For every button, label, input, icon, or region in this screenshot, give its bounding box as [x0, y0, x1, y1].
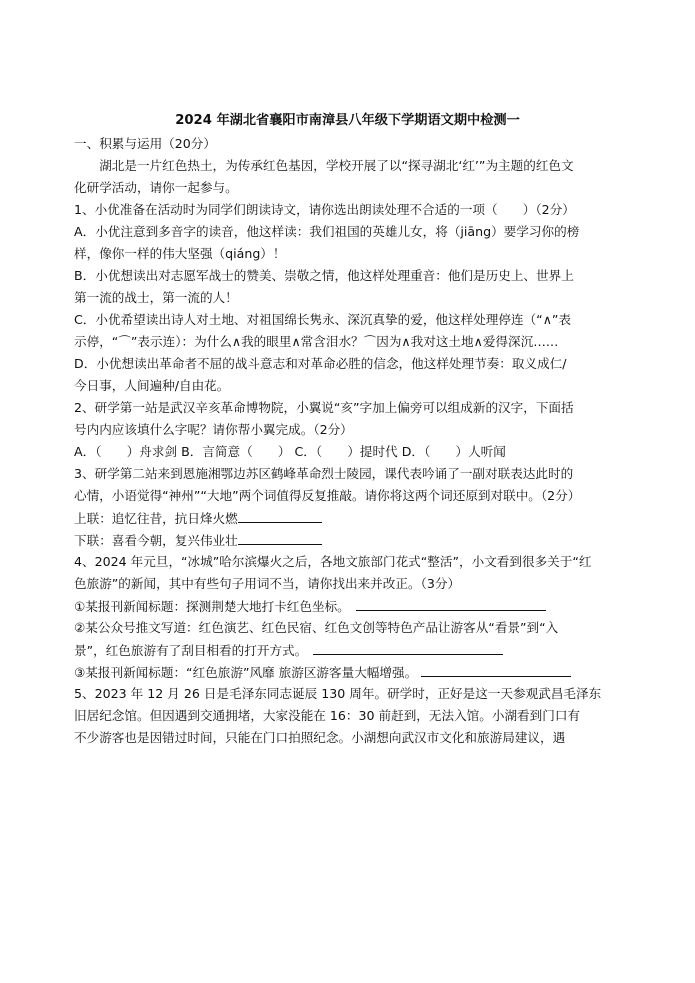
q1-option-b: B．小优想读出对志愿军战士的赞美、崇敬之情，他这样处理重音：他们是历史上、世界上: [74, 268, 574, 283]
page-title: 2024 年湖北省襄阳市南漳县八年级下学期语文期中检测一: [175, 113, 520, 128]
q1-option-d-cont: 今日事，人间遍种/自由花。: [74, 378, 230, 393]
answer-blank[interactable]: [313, 642, 503, 655]
q1-option-b-cont: 第一流的战士，第一流的人！: [74, 290, 238, 305]
question-5-cont: 旧居纪念馆。但因遇到交通拥堵，大家没能在 16：30 前赶到，无法入馆。小湖看到门口有: [74, 708, 581, 723]
answer-blank[interactable]: [421, 664, 571, 677]
couplet-lower: 下联：喜看今朝，复兴伟业壮: [74, 532, 626, 549]
answer-blank[interactable]: [356, 598, 546, 611]
couplet-upper: 上联：追忆往昔，抗日烽火燃: [74, 510, 626, 527]
q1-option-a: A．小优注意到多音字的读音，他这样读：我们祖国的英雄儿女，将（jiāng）要学习你的榜: [74, 224, 580, 239]
question-1: 1、小优准备在活动时为同学们朗读诗文，请你选出朗读处理不合适的一项（ ）（2分）: [74, 202, 575, 217]
q1-option-a-cont: 样，像你一样的伟大坚强（qiáng）！: [74, 246, 286, 261]
question-2: 2、研学第一站是武汉辛亥革命博物院，小翼说“亥”字加上偏旁可以组成新的汉字，下面括: [74, 400, 574, 415]
question-3-cont: 心情，小语觉得“神州”“大地”两个词值得反复推敲。请你将这两个词还原到对联中。（2分）: [74, 488, 581, 503]
question-3: 3、研学第二站来到恩施湘鄂边苏区鹤峰革命烈士陵园，课代表吟诵了一副对联表达此时的: [74, 466, 574, 481]
question-4-cont: 色旅游”的新闻，其中有些句子用词不当，请你找出来并改正。（3分）: [74, 576, 461, 591]
question-4: 4、2024 年元旦，“冰城”哈尔滨爆火之后，各地文旅部门花式“整活”，小文看到很多关于“红: [74, 554, 592, 569]
q4-sentence-2-cont: 景”，红色旅游有了刮目相看的打开方式。: [74, 642, 626, 659]
intro-line: 化研学活动，请你一起参与。: [74, 180, 238, 195]
q4-sentence-2: ②某公众号推文写道：红色演艺、红色民宿、红色文创等特色产品让游客从“看景”到“入: [74, 620, 559, 635]
q4-sentence-1: ①某报刊新闻标题：探测荆楚大地打卡红色坐标。: [74, 598, 626, 615]
intro-line: 湖北是一片红色热土，为传承红色基因，学校开展了以“探寻湖北‘红’”为主题的红色文: [74, 158, 574, 173]
question-5-cont: 不少游客也是因错过时间，只能在门口拍照纪念。小湖想向武汉市文化和旅游局建议，遇: [74, 730, 566, 745]
answer-blank[interactable]: [238, 532, 322, 545]
question-2-cont: 号内内应该填什么字呢？请你帮小翼完成。（2分）: [74, 422, 353, 437]
section-heading: 一、积累与运用（20分）: [74, 136, 216, 151]
q1-option-c-cont: 示停，“⌒”表示连）：为什么∧我的眼里∧常含泪水？⌒因为∧我对这土地∧爱得深沉……: [74, 334, 559, 349]
q1-option-c: C．小优希望读出诗人对土地、对祖国绵长隽永、深沉真挚的爱，他这样处理停连（“∧”表: [74, 312, 572, 327]
q1-option-d: D．小优想读出革命者不屈的战斗意志和对革命必胜的信念，他这样处理节奏：取义成仁/: [74, 356, 567, 371]
question-5: 5、2023 年 12 月 26 日是毛泽东同志诞辰 130 周年。研学时，正好是这一天参观武昌毛泽东: [74, 686, 602, 701]
answer-blank[interactable]: [238, 510, 322, 523]
q4-sentence-3: ③某报刊新闻标题：“红色旅游”风靡 旅游区游客量大幅增强。: [74, 664, 626, 681]
q2-options: A．（ ）舟求剑 B．言简意（ ） C．（ ）提时代 D．（ ）人听闻: [74, 444, 506, 459]
